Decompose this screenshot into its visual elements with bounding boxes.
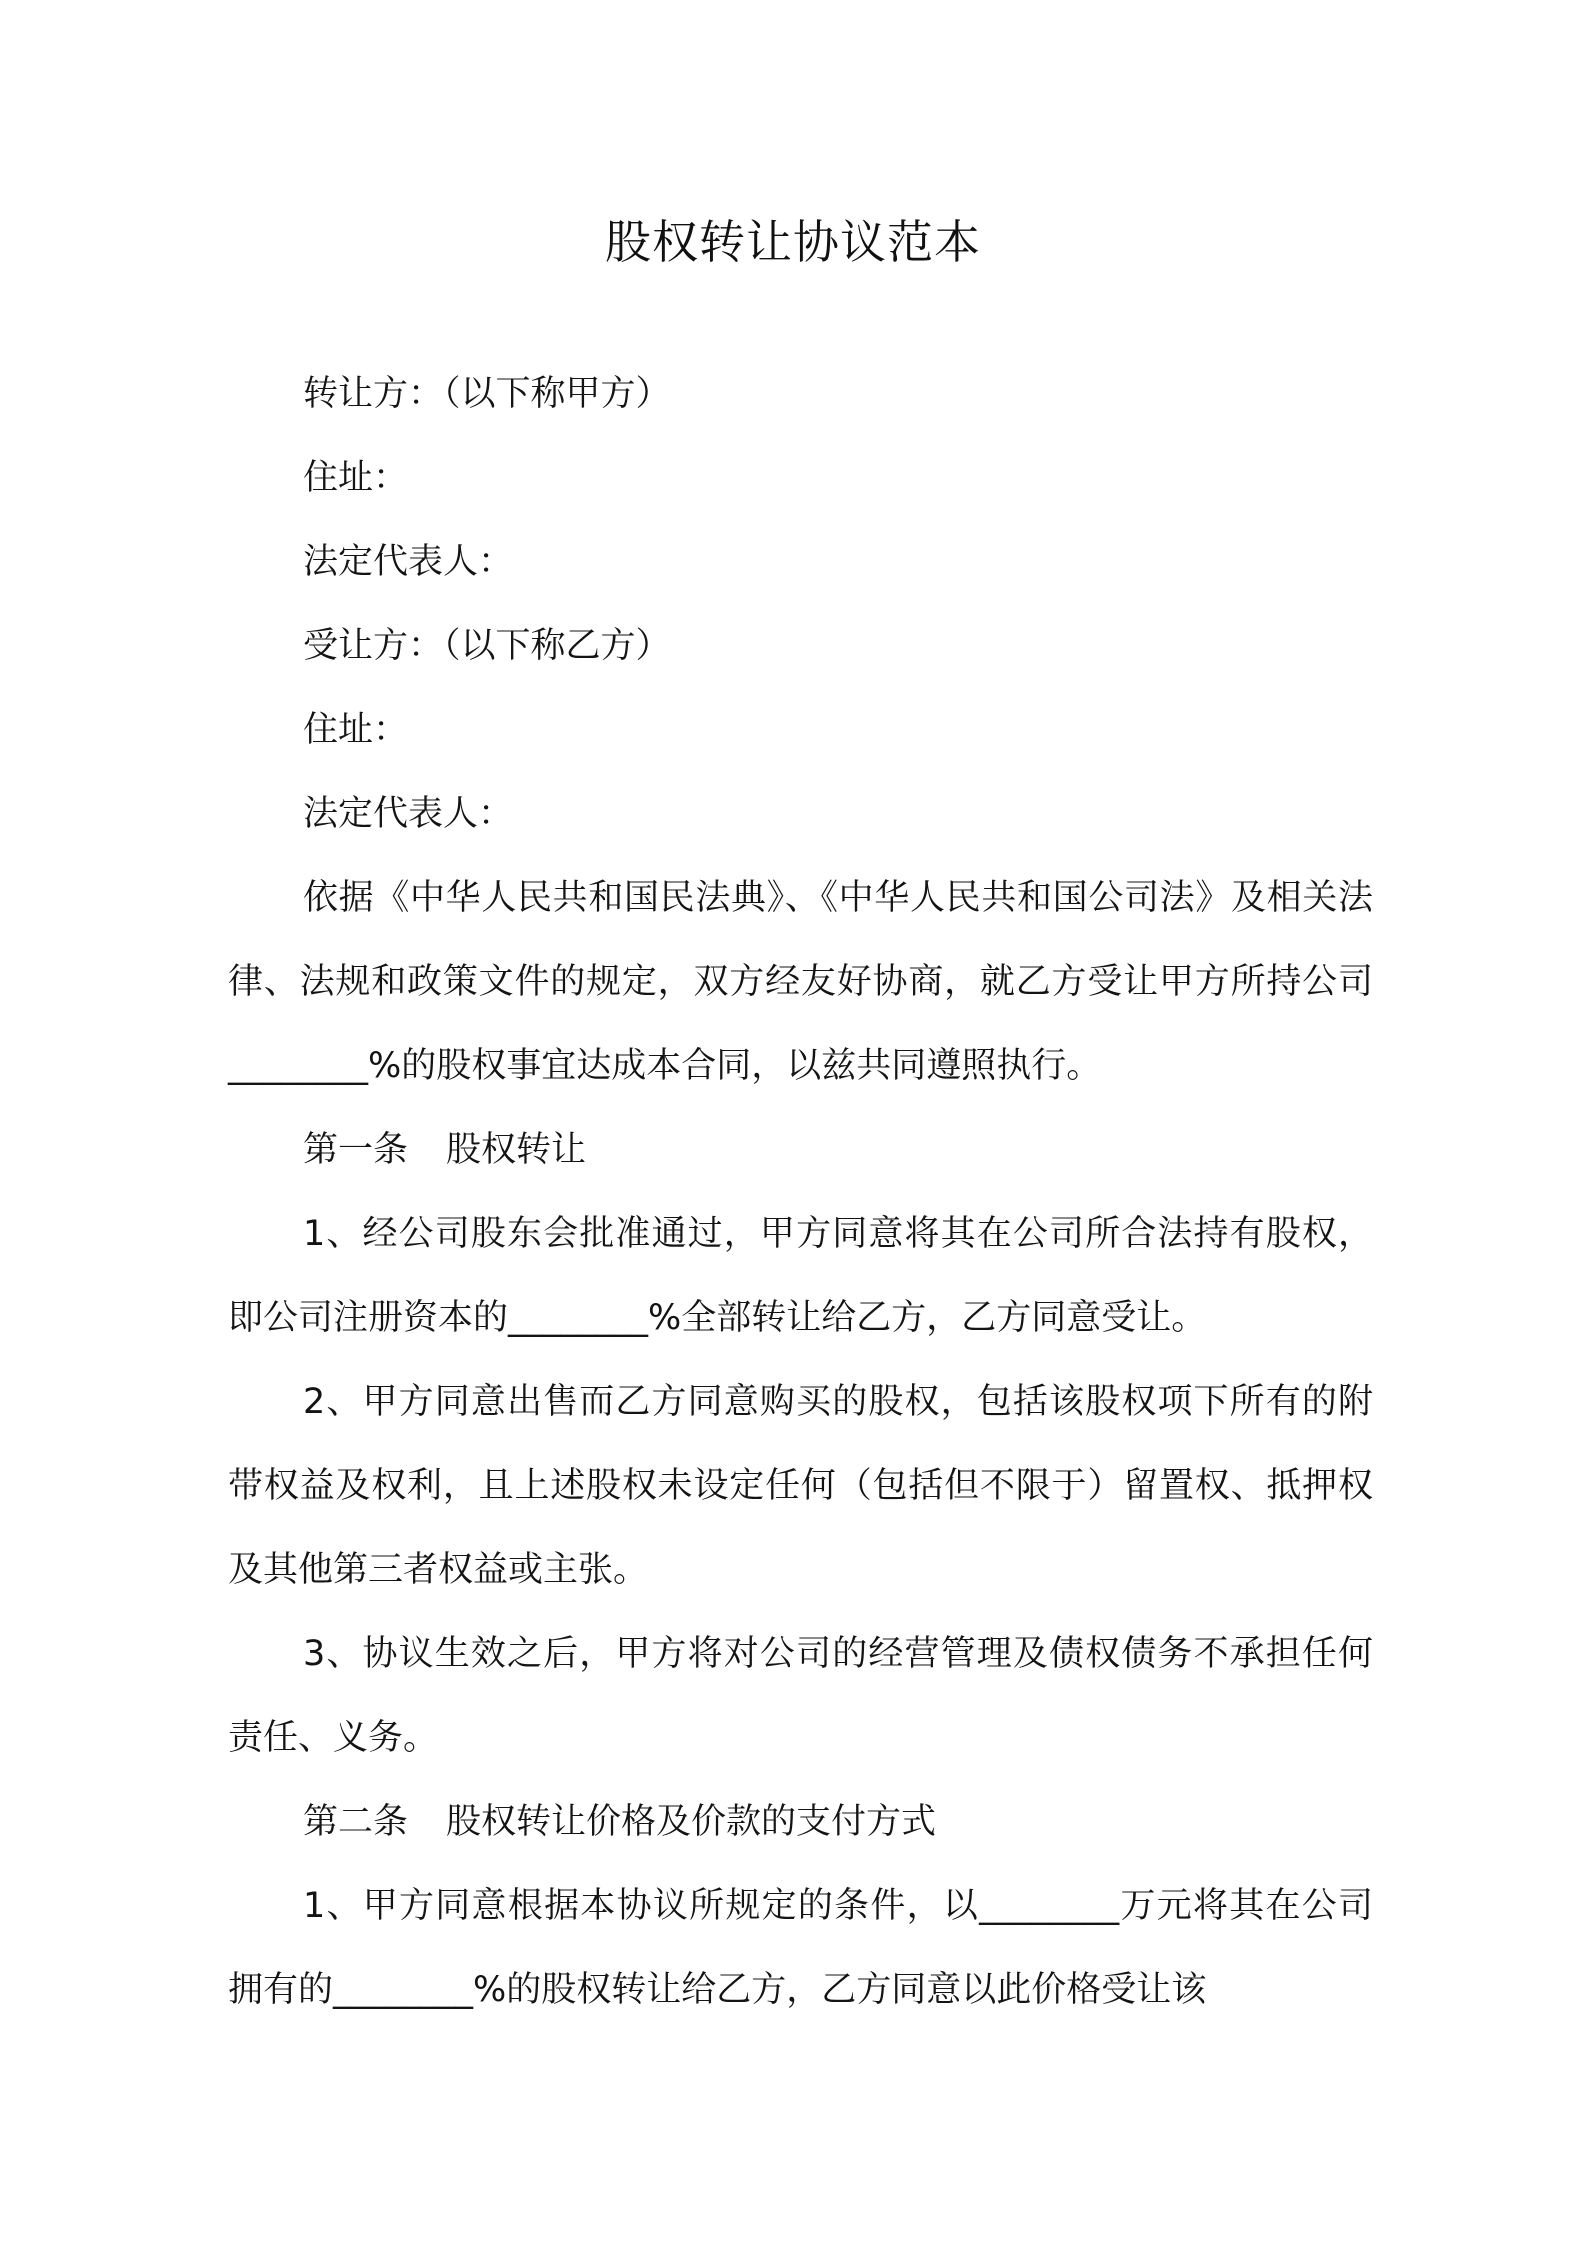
- article-1-title: 股权转让: [446, 1130, 587, 1170]
- transferor-address-line: 住址：: [303, 458, 409, 498]
- transferee-legal-rep-line: 法定代表人：: [303, 794, 514, 834]
- article-2-number: 第二条: [303, 1802, 409, 1842]
- transferee-line: 受让方：（以下称乙方）: [303, 626, 671, 666]
- party-info: [228, 352, 1373, 856]
- transferor-legal-rep-line: 法定代表人：: [303, 542, 514, 582]
- contract-body: [228, 856, 1373, 2032]
- document-title: 股权转让协议范本: [605, 215, 981, 269]
- article-1-number: 第一条: [303, 1130, 409, 1170]
- article-2-item-1: 1、甲方同意根据本协议所规定的条件，以________万元将其在公司拥有的________%的股权转让给乙方，乙方同意以此价格受让该: [228, 1886, 1373, 2010]
- transferor-line: 转让方：（以下称甲方）: [303, 374, 671, 414]
- article-2-heading: [228, 1780, 1373, 1864]
- transferee-address-line: 住址：: [303, 710, 409, 750]
- article-1-item-3: 3、协议生效之后，甲方将对公司的经营管理及债权债务不承担任何责任、义务。: [228, 1634, 1373, 1758]
- article-2-title: 股权转让价格及价款的支付方式: [446, 1802, 937, 1842]
- article-1-item-2: 2、甲方同意出售而乙方同意购买的股权，包括该股权项下所有的附带权益及权利，且上述股权未设定任何（包括但不限于）留置权、抵押权及其他第三者权益或主张。: [228, 1382, 1373, 1590]
- article-1-item-1: 1、经公司股东会批准通过，甲方同意将其在公司所合法持有股权，即公司注册资本的________%全部转让给乙方，乙方同意受让。: [228, 1214, 1373, 1338]
- preamble-paragraph: 依据《中华人民共和国民法典》、《中华人民共和国公司法》及相关法律、法规和政策文件的规定，双方经友好协商，就乙方受让甲方所持公司________%的股权事宜达成本合同，以兹共同遵照执行。: [228, 878, 1373, 1086]
- article-1-heading: [228, 1108, 1373, 1192]
